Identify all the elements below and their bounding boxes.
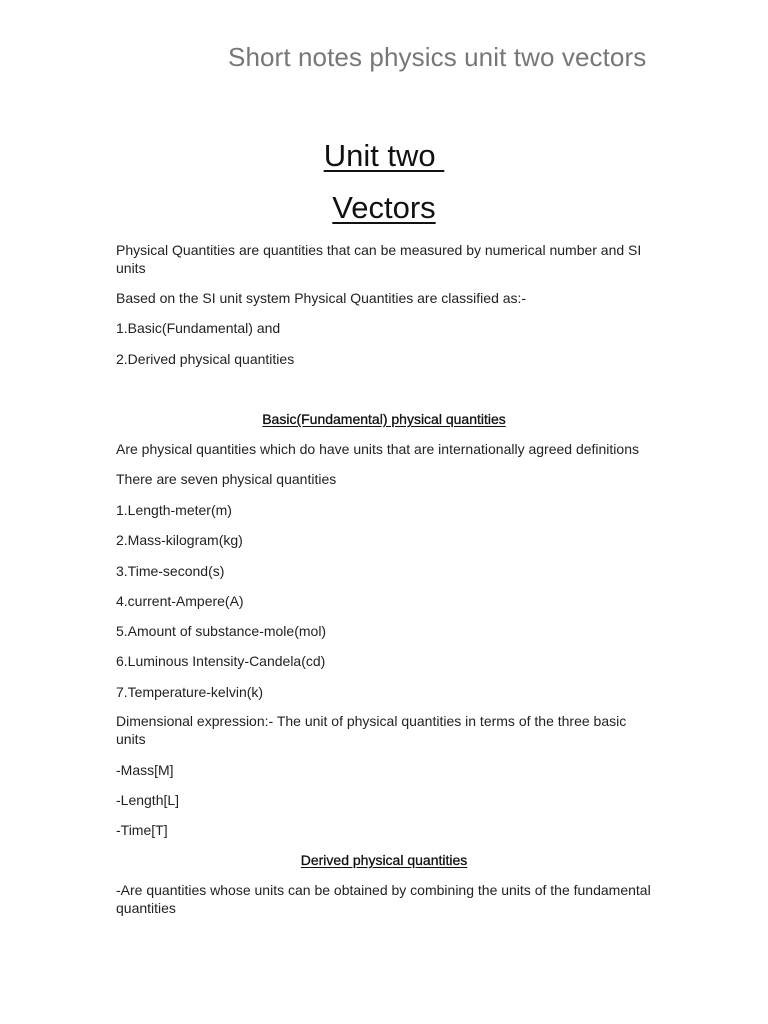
document-header-title: Short notes physics unit two vectors <box>228 42 647 72</box>
list-item: 1.Basic(Fundamental) and <box>116 320 281 336</box>
unit-title: Unit two <box>323 138 445 173</box>
paragraph: Based on the SI unit system Physical Quantities are classified as:- <box>116 290 527 306</box>
list-item: 4.current-Ampere(A) <box>116 593 244 609</box>
paragraph: Dimensional expression:- The unit of physical quantities in terms of the three basic units <box>116 713 627 747</box>
section-heading-derived: Derived physical quantities <box>300 852 468 868</box>
list-item: 3.Time-second(s) <box>116 563 225 579</box>
list-item: -Mass[M] <box>116 762 174 778</box>
section-heading-basic: Basic(Fundamental) physical quantities <box>262 411 506 427</box>
list-item: 6.Luminous Intensity-Candela(cd) <box>116 653 326 669</box>
list-item: 2.Mass-kilogram(kg) <box>116 532 243 548</box>
paragraph: Physical Quantities are quantities that can be measured by numerical number and SI units <box>116 242 642 276</box>
unit-subtitle: Vectors <box>332 190 436 225</box>
paragraph: -Are quantities whose units can be obtained by combining the units of the fundamental quantities <box>116 882 651 916</box>
list-item: -Length[L] <box>116 792 180 808</box>
list-item: 2.Derived physical quantities <box>116 351 295 367</box>
list-item: 5.Amount of substance-mole(mol) <box>116 623 327 639</box>
list-item: -Time[T] <box>116 822 168 838</box>
paragraph: There are seven physical quantities <box>116 471 337 487</box>
paragraph: Are physical quantities which do have units that are internationally agreed definitions <box>116 441 639 457</box>
list-item: 1.Length-meter(m) <box>116 502 232 518</box>
list-item: 7.Temperature-kelvin(k) <box>116 684 264 700</box>
